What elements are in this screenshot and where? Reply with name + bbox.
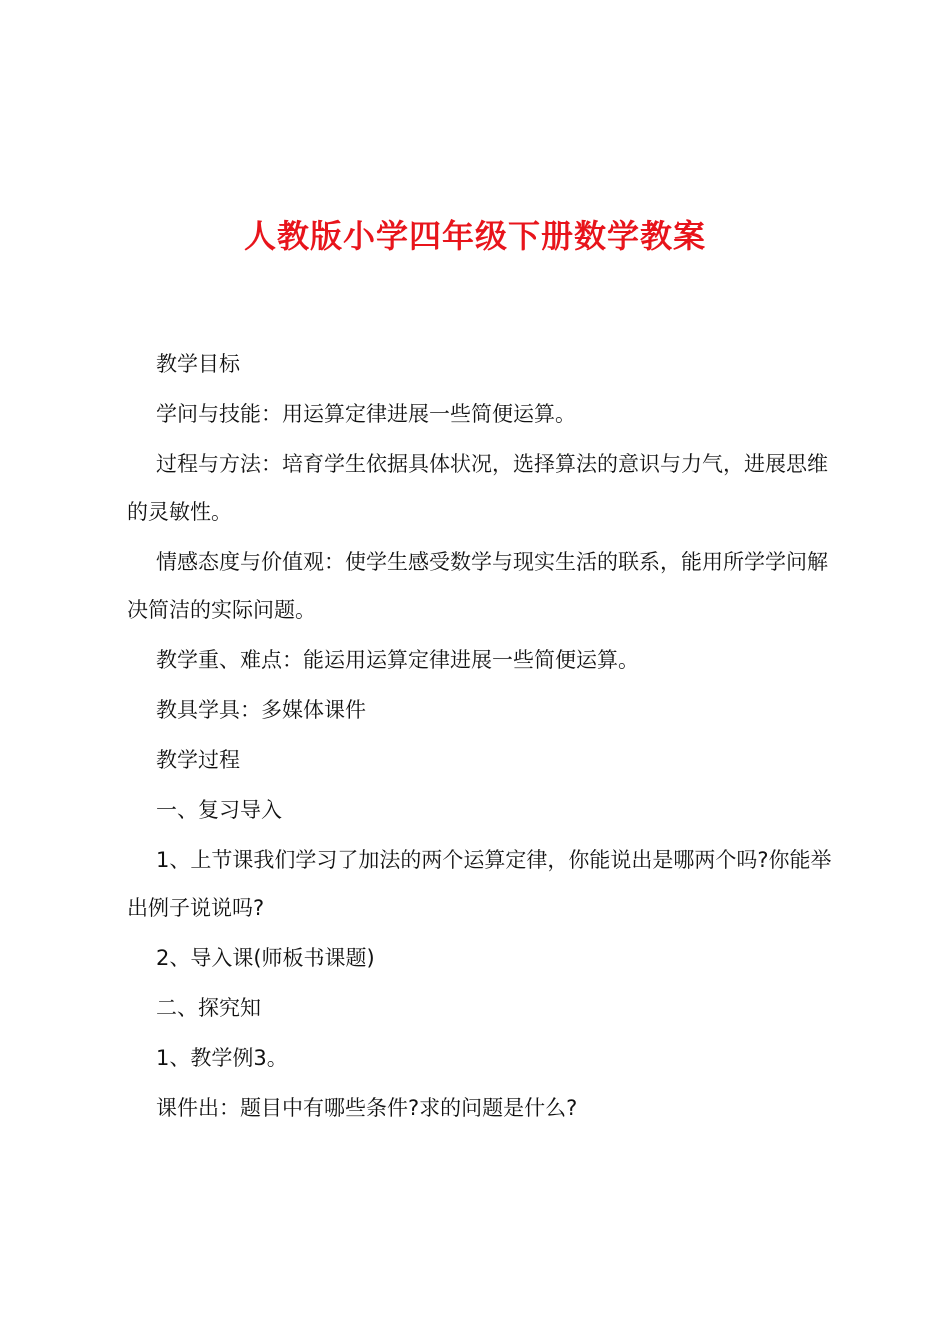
paragraph-section-explore: 二、探究知 (156, 996, 261, 1020)
paragraph-teaching-goals: 教学目标 (156, 352, 240, 376)
paragraph-review-question: 1、上节课我们学习了加法的两个运算定律，你能说出是哪两个吗?你能举出例子说说吗? (127, 848, 832, 920)
paragraph-teaching-aids: 教具学具：多媒体课件 (156, 698, 366, 722)
document-body (127, 340, 837, 1134)
paragraph-example-3: 1、教学例3。 (156, 1046, 288, 1070)
document-title: 人教版小学四年级下册数学教案 (243, 217, 706, 255)
paragraph-introduce-lesson: 2、导入课(师板书课题) (156, 946, 375, 970)
paragraph-courseware-question: 课件出：题目中有哪些条件?求的问题是什么? (156, 1096, 578, 1120)
paragraph-process-methods: 过程与方法：培育学生依据具体状况，选择算法的意识与力气，进展思维的灵敏性。 (127, 452, 828, 524)
paragraph-key-difficulties: 教学重、难点：能运用运算定律进展一些简便运算。 (156, 648, 639, 672)
paragraph-attitude-values: 情感态度与价值观：使学生感受数学与现实生活的联系，能用所学学问解决简洁的实际问题。 (127, 550, 828, 622)
paragraph-knowledge-skills: 学问与技能：用运算定律进展一些简便运算。 (156, 402, 576, 426)
paragraph-section-review: 一、复习导入 (156, 798, 282, 822)
paragraph-teaching-process: 教学过程 (156, 748, 240, 772)
